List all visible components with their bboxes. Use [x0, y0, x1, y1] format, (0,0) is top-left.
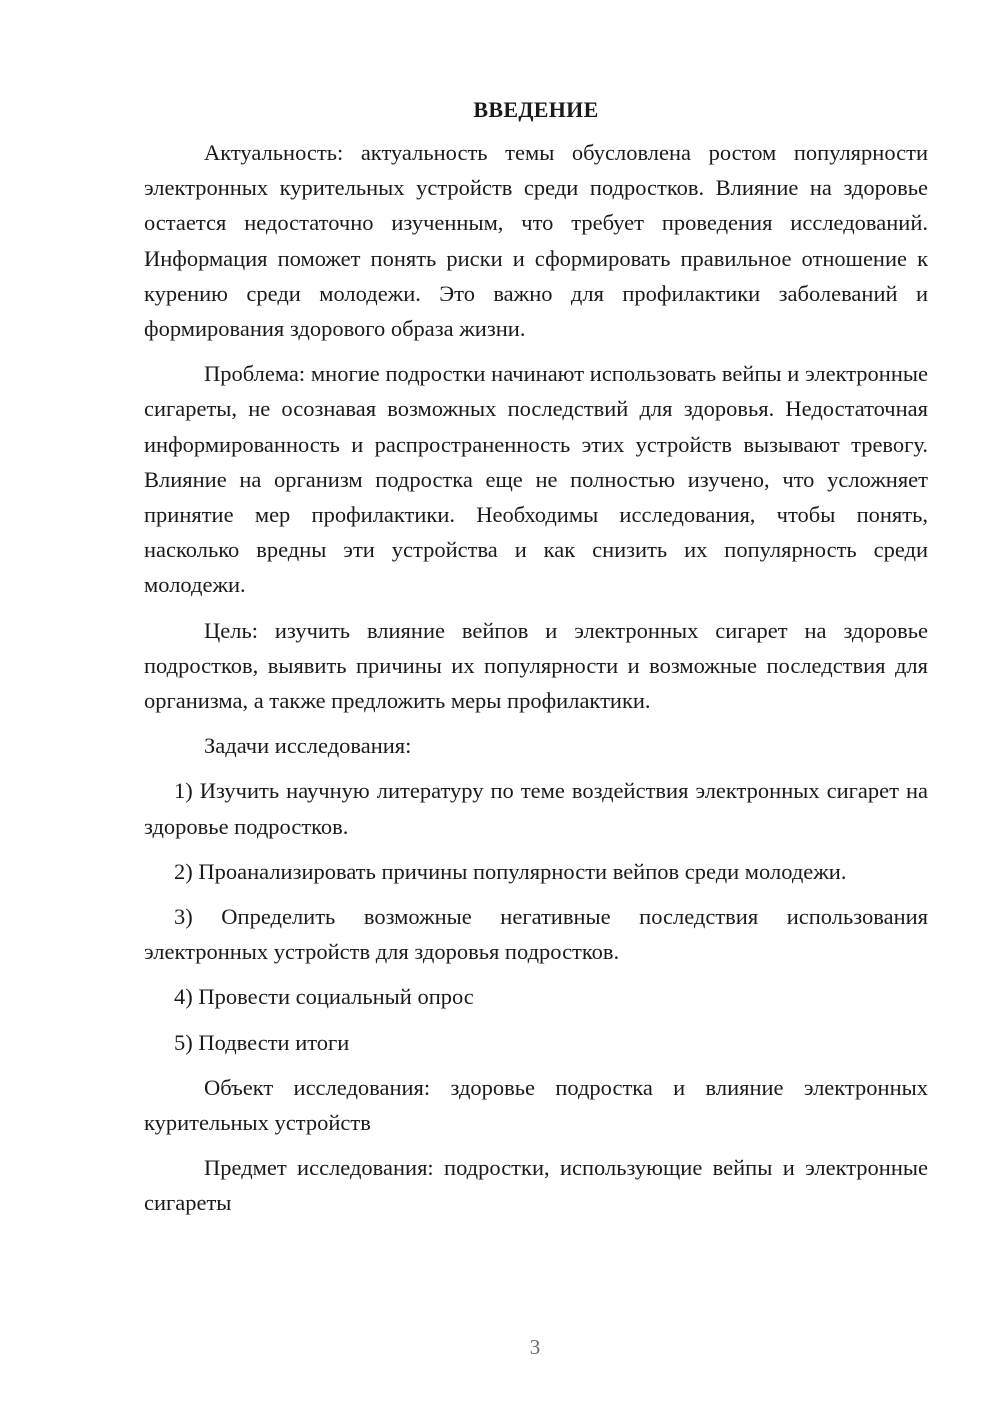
paragraph-relevance: Актуальность: актуальность темы обусловлена ростом популярности электронных курительных устройств среди подростков. Влияние на здоровье остается недостаточно изученным, что требует проведения исследований. Информация поможет понять риски и сформировать правильное отношение к курению среди молодежи. Это важно для профилактики заболеваний и формирования здорового образа жизни. [144, 140, 928, 342]
task-item-1: 1) Изучить научную литературу по теме воздействия электронных сигарет на здоровье подростков. [144, 778, 928, 839]
paragraph-goal: Цель: изучить влияние вейпов и электронных сигарет на здоровье подростков, выявить причины их популярности и возможные последствия для организма, а также предложить меры профилактики. [144, 617, 928, 714]
page-content [144, 92, 928, 1231]
paragraph-problem: Проблема: многие подростки начинают использовать вейпы и электронные сигареты, не осознавая возможных последствий для здоровья. Недостаточная информированность и распространенность этих устройств вызывают тревогу. Влияние на организм подростка еще не полностью изучено, что усложняет принятие мер профилактики. Необходимы исследования, чтобы понять, насколько вредны эти устройства и как снизить их популярность среди молодежи. [144, 361, 928, 598]
task-item-2: 2) Проанализировать причины популярности вейпов среди молодежи. [174, 858, 847, 884]
paragraph-subject: Предмет исследования: подростки, использующие вейпы и электронные сигареты [144, 1155, 928, 1216]
paragraph-object: Объект исследования: здоровье подростка и влияние электронных курительных устройств [144, 1074, 928, 1136]
task-item-3: 3) Определить возможные негативные последствия использования электронных устройств для здоровья подростков. [144, 904, 928, 965]
task-item-5: 5) Подвести итоги [174, 1029, 350, 1055]
task-item-4: 4) Провести социальный опрос [174, 984, 474, 1010]
page-number: 3 [529, 1335, 541, 1359]
tasks-title: Задачи исследования: [204, 733, 412, 759]
section-heading: ВВЕДЕНИЕ [473, 97, 599, 122]
